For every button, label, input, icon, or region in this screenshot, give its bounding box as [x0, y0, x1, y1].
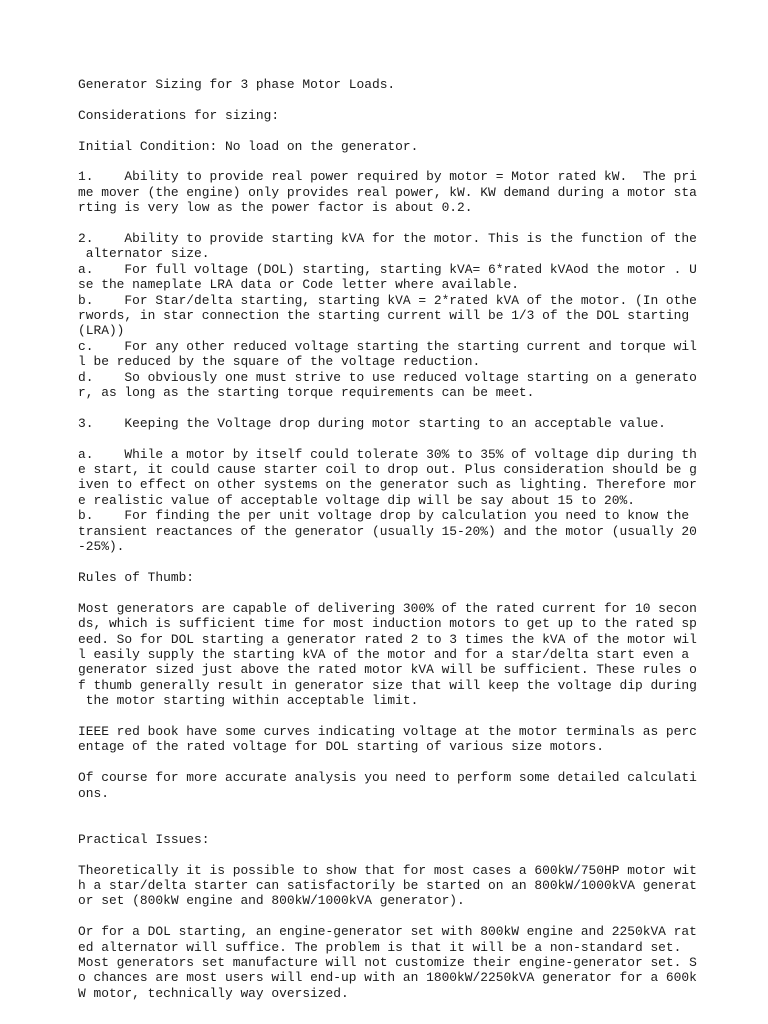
text-line: alternator size. [78, 246, 210, 262]
text-line: Generator Sizing for 3 phase Motor Loads. [78, 77, 396, 92]
text-line: a. While a motor by itself could tolerate 30% to 35% of voltage dip during th [78, 446, 697, 462]
text-line: rting is very low as the power factor is about 0.2. [78, 200, 473, 216]
text-line: Rules of Thumb: [78, 569, 195, 585]
paragraph-point-3 [78, 416, 698, 431]
text-line: l be reduced by the square of the voltage reduction. [78, 354, 481, 370]
text-line: 1. Ability to provide real power required by motor = Motor rated kW. The pri [78, 169, 697, 185]
paragraph-initial-condition [78, 139, 698, 154]
paragraph-practical-heading [78, 832, 698, 847]
text-line: generator sized just above the rated motor kVA will be sufficient. These rules o [78, 662, 697, 678]
text-line: Practical Issues: [78, 831, 210, 847]
paragraph-rules-body [78, 601, 698, 709]
text-line: or set (800kW engine and 800kW/1000kVA generator). [78, 893, 465, 909]
text-line: Most generators set manufacture will not customize their engine-generator set. S [78, 954, 697, 970]
text-line: transient reactances of the generator (usually 15-20%) and the motor (usually 20 [78, 523, 697, 539]
paragraph-point-1 [78, 169, 698, 215]
text-line: Considerations for sizing: [78, 107, 280, 123]
paragraph-accurate-analysis [78, 770, 698, 801]
text-line: Of course for more accurate analysis you need to perform some detailed calculati [78, 770, 697, 786]
text-line: se the nameplate LRA data or Code letter where available. [78, 277, 519, 293]
text-line: 2. Ability to provide starting kVA for the motor. This is the function of the [78, 231, 697, 246]
text-line: the motor starting within acceptable limit. [78, 693, 419, 709]
paragraph-title [78, 77, 698, 92]
text-line: c. For any other reduced voltage starting the starting current and torque wil [78, 338, 697, 354]
text-line: o chances are most users will end-up with an 1800kW/2250kVA generator for a 600k [78, 970, 697, 986]
paragraph-ieee-note [78, 724, 698, 755]
text-line: ds, which is sufficient time for most induction motors to get up to the rated sp [78, 616, 697, 632]
text-line: -25%). [78, 539, 125, 555]
paragraph-practical-2 [78, 924, 698, 1001]
text-line: W motor, technically way oversized. [78, 985, 349, 1001]
text-line: IEEE red book have some curves indicating voltage at the motor terminals as perc [78, 723, 697, 739]
paragraph-point-3-details [78, 447, 698, 555]
text-line: Initial Condition: No load on the generator. [78, 138, 419, 154]
text-line: rwords, in star connection the starting current will be 1/3 of the DOL starting [78, 308, 690, 324]
text-line: a. For full voltage (DOL) starting, starting kVA= 6*rated kVAod the motor . U [78, 261, 697, 277]
document-body [78, 77, 698, 1017]
paragraph-point-2 [78, 231, 698, 400]
text-line: ons. [78, 785, 109, 801]
text-line: l easily supply the starting kVA of the motor and for a star/delta start even a [78, 646, 690, 662]
paragraph-rules-heading [78, 570, 698, 585]
text-line: f thumb generally result in generator size that will keep the voltage dip during [78, 677, 697, 693]
text-line: b. For finding the per unit voltage drop by calculation you need to know the [78, 508, 690, 524]
text-line: ed alternator will suffice. The problem is that it will be a non-standard set. [78, 939, 682, 955]
text-line: iven to effect on other systems on the generator such as lighting. Therefore mor [78, 477, 697, 493]
text-line: r, as long as the starting torque requirements can be meet. [78, 385, 535, 401]
text-line: Theoretically it is possible to show that for most cases a 600kW/750HP motor wit [78, 862, 697, 878]
text-line: e realistic value of acceptable voltage dip will be say about 15 to 20%. [78, 492, 635, 508]
text-line: e start, it could cause starter coil to drop out. Plus consideration should be g [78, 462, 697, 478]
section-gap [78, 816, 698, 831]
text-line: h a star/delta starter can satisfactorily be started on an 800kW/1000kVA generat [78, 877, 697, 893]
paragraph-practical-1 [78, 863, 698, 909]
text-line: 3. Keeping the Voltage drop during motor starting to an acceptable value. [78, 415, 666, 431]
text-line: Most generators are capable of delivering 300% of the rated current for 10 secon [78, 600, 697, 616]
text-line: (LRA)) [78, 323, 125, 339]
paragraph-considerations-heading [78, 108, 698, 123]
text-line: b. For Star/delta starting, starting kVA = 2*rated kVA of the motor. (In othe [78, 292, 697, 308]
text-line: d. So obviously one must strive to use reduced voltage starting on a generato [78, 369, 697, 385]
text-line: entage of the rated voltage for DOL starting of various size motors. [78, 739, 605, 755]
text-line: eed. So for DOL starting a generator rated 2 to 3 times the kVA of the motor wil [78, 631, 697, 647]
text-line: Or for a DOL starting, an engine-generator set with 800kW engine and 2250kVA rat [78, 924, 697, 940]
text-line: me mover (the engine) only provides real power, kW. KW demand during a motor sta [78, 184, 697, 200]
